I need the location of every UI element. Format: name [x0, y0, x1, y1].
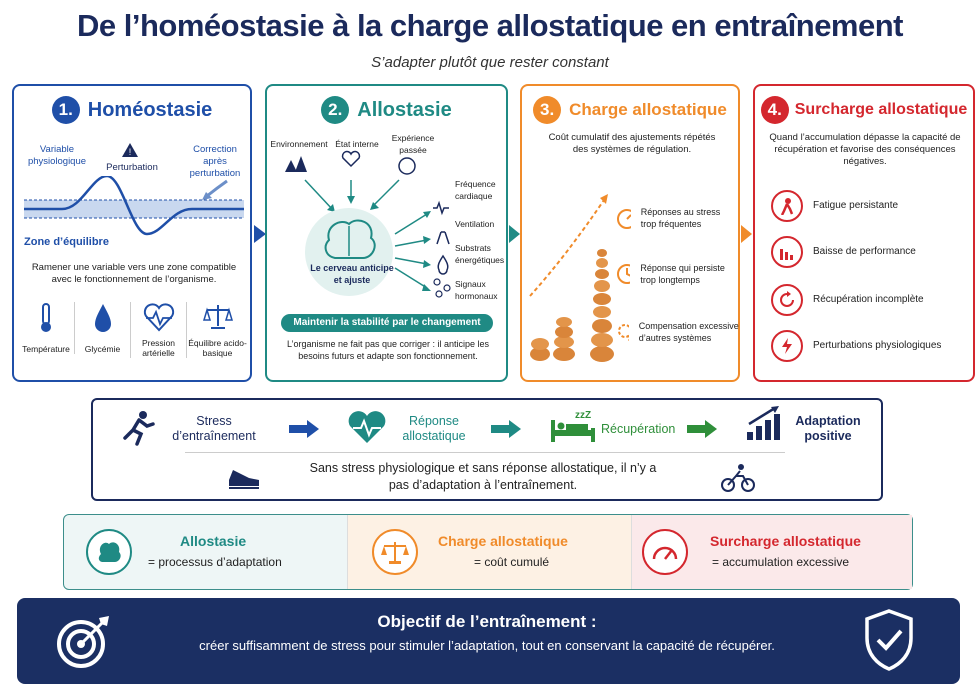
surcharge-item-3: Récupération incomplète: [771, 284, 967, 316]
thermometer-icon: [36, 302, 56, 334]
flow-step-response: Réponse allostatique: [402, 414, 466, 443]
shield-check-icon: [863, 608, 915, 672]
arrow-3-to-4: [741, 225, 752, 243]
panel-1-title: Homéostasie: [87, 98, 213, 121]
objective-banner: [17, 598, 960, 684]
gears-icon: [616, 321, 629, 343]
output-substrates: Substrats énergétiques: [455, 243, 505, 265]
declining-chart-icon: [771, 236, 803, 268]
balance-icon: [203, 302, 233, 332]
panel-4-header: [755, 96, 973, 124]
svg-text:!: !: [128, 147, 132, 157]
pressure-item: Pression artérielle: [130, 302, 186, 358]
summary-def-surcharge: = accumulation excessive: [712, 555, 850, 569]
panel-4-title: Surcharge allostatique: [794, 101, 968, 118]
flow-step-recovery: Récupération: [601, 422, 676, 436]
arrow-2-to-3: [509, 225, 520, 243]
charge-item-3: Compensation excessive d’autres systèmes: [616, 320, 740, 344]
drop-icon: [93, 302, 113, 334]
shoe-icon: [227, 464, 261, 490]
glycemia-item: Glycémie: [74, 302, 130, 354]
scale-icon: [372, 529, 418, 575]
lightning-icon: [771, 330, 803, 362]
panel-3-title: Charge allostatique: [569, 100, 727, 119]
surcharge-item-1: Fatigue persistante: [771, 190, 967, 222]
panel-1-number: 1.: [52, 96, 80, 124]
svg-text:zzZ: zzZ: [575, 410, 592, 421]
charge-item-1: Réponses au stress trop fréquentes: [616, 206, 736, 230]
flow-arrow-2: [491, 420, 521, 438]
flow-arrow-3: [687, 420, 717, 438]
summary-def-allostasie: = processus d’adaptation: [148, 555, 282, 569]
panel-3-number: 3.: [533, 96, 561, 124]
summary-surcharge: [631, 515, 912, 589]
panel-allostasie: [265, 84, 508, 382]
surcharge-item-4: Perturbations physiologiques: [771, 330, 967, 362]
homeostasis-curve: [22, 176, 246, 236]
panel-2-number: 2.: [321, 96, 349, 124]
summary-box: [63, 514, 913, 590]
panel-3-header: [522, 96, 738, 124]
flow-divider: [185, 452, 785, 453]
stopwatch-icon: [616, 207, 631, 229]
heart-pulse-icon: [142, 302, 176, 332]
input-internal-state: État interne: [335, 139, 379, 149]
acid-base-item: Équilibre acido-basique: [186, 302, 248, 358]
panel-2-title: Allostasie: [357, 98, 452, 121]
surcharge-item-2: Baisse de performance: [771, 236, 967, 268]
summary-term-allostasie: Allostasie: [180, 533, 247, 549]
page-subtitle: S’adapter plutôt que rester constant: [371, 54, 609, 71]
stones-illustration: [526, 186, 626, 366]
output-ventilation: Ventilation: [455, 219, 495, 229]
output-hormones: Signaux hormonaux: [455, 279, 498, 301]
clock-icon: [616, 263, 630, 285]
summary-term-surcharge: Surcharge allostatique: [710, 533, 861, 549]
summary-charge: [347, 515, 631, 589]
temperature-item: Température: [18, 302, 74, 354]
heart-pulse-icon: [347, 410, 387, 444]
growth-chart-icon: [745, 406, 781, 442]
objective-text: créer suffisamment de stress pour stimuler l’adaptation, tout en conservant la capacité de récupérer.: [199, 638, 775, 653]
flow-step-adaptation: Adaptation positive: [795, 414, 861, 443]
sleep-icon: [549, 406, 599, 444]
input-experience: Expérience passée: [391, 133, 435, 155]
panel-2-header: [267, 96, 506, 124]
runner-icon: [119, 410, 155, 446]
zone-label: Zone d’équilibre: [24, 236, 109, 248]
summary-allostasie: [64, 515, 347, 589]
panel-3-description: Coût cumulatif des ajustements répétés des systèmes de régulation.: [548, 132, 716, 155]
brain-icon: [86, 529, 132, 575]
warning-icon: [121, 142, 139, 163]
summary-def-charge: = coût cumulé: [474, 555, 550, 569]
stability-banner: Maintenir la stabilité par le changement: [281, 314, 493, 332]
incomplete-cycle-icon: [771, 284, 803, 316]
fatigue-icon: [771, 190, 803, 222]
training-flow: [91, 398, 883, 501]
input-environment: Environnement: [270, 139, 328, 149]
output-heart-rate: Fréquence cardiaque: [455, 179, 496, 201]
panel-1-description: Ramener une variable vers une zone compatible avec le fonctionnement de l’organisme.: [31, 262, 237, 285]
panel-4-number: 4.: [761, 96, 789, 124]
variable-label: Variable physiologique: [27, 144, 87, 167]
page-title: De l’homéostasie à la charge allostatique en entraînement: [77, 8, 903, 43]
objective-title: Objectif de l’entraînement :: [377, 612, 597, 631]
target-icon: [55, 614, 111, 670]
panel-2-description: L’organisme ne fait pas que corriger : il anticipe les besoins futurs et adapte son fonctionnement.: [286, 339, 490, 361]
flow-step-stress: Stress d’entraînement: [172, 414, 256, 443]
panel-surcharge: [753, 84, 975, 382]
panel-4-description: Quand l’accumulation dépasse la capacité de récupération et favorise des conséquences négatives.: [769, 132, 961, 167]
perturbation-label: Perturbation: [106, 162, 158, 173]
correction-label: Correction après perturbation: [189, 144, 241, 179]
panel-1-header: [14, 96, 250, 124]
cyclist-icon: [721, 464, 755, 492]
summary-term-charge: Charge allostatique: [438, 533, 568, 549]
flow-arrow-1: [289, 420, 319, 438]
charge-item-2: Réponse qui persiste trop longtemps: [616, 262, 736, 286]
brain-label: Le cerveau anticipe et ajuste: [310, 263, 394, 285]
flow-note: Sans stress physiologique et sans réponse allostatique, il n’y a pas d’adaptation à l’entraînement.: [309, 461, 657, 492]
panel-homeostasie: [12, 84, 252, 382]
gauge-icon: [642, 529, 688, 575]
panel-charge: [520, 84, 740, 382]
